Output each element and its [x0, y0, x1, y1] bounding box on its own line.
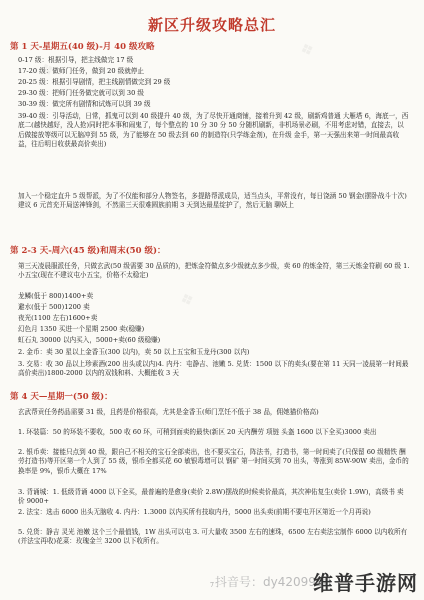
section-2-para: 3. 交易：收 30 品以上珍素酒(200 出头或以内)4. 内丹：屯静吉、池嫩 5. 兑货：1500 以下的卖头(要在第 11 天同一凌晨第一时间最高价卖出)1800-2000 以内的双钱和料、大概能收 3 天	[18, 360, 409, 378]
page-title: 新区升级攻略总汇	[147, 16, 276, 34]
section-2-para: 2. 金币：卖 30 星以上金香玉(300 以内)，卖 50 以上五宝和玉龙丹(300 以内)	[18, 348, 250, 356]
section-3-para: 2. 银币卖：接能只点到 40 级，跟自己不相关的宝石全部卖出，也不要买宝石，阵法书，打造书，第一时间卖了(只保留 60 级精铁 酬劳打造书)等开区第一个人到了 55 级，银币全都买花 60 敏银毒增可以 钢矿 第一时间买到 70 出头，等涨到 85W-90W 卖出，金币的换率是 9%，银币大概在 17%	[18, 448, 409, 475]
section-1-line: 17-20 级：做师门任务，做到 20 级就停止	[18, 67, 144, 75]
section-heading-1: 第 1 天-星期五(40 级)-月 40 级攻略	[10, 42, 155, 52]
section-2-line: 避水(低于 500)1200 卖	[18, 303, 90, 311]
section-2-line: 虹石丸 30000 以内买入，5000+卖(60 级稳赚)	[18, 336, 161, 344]
section-2-line: 幻色月 1350 买进一个星期 2500 卖(稳赚)	[18, 325, 145, 333]
section-3-para: 玄武帮贡任务药品需要 31 级，且药是价格很高，尤其是金香玉(师门烹饪不低于 38 品，佣她猫价格高)	[18, 408, 319, 416]
section-1-line: 20-25 级：根据引导剧情，把主线剧情做完到 29 级	[18, 78, 171, 86]
section-2-line: 夜光(1100 左右)1600+卖	[18, 314, 98, 322]
section-1-para: 加入一个稳定直升 5 级帮派，为了不仅能和部分人物签名，多提路帮派成员，适当点头，平常没有，每日饶涵 50 钢金(摆卧战斗十次)建议 6 元首充开局送神锋剑，不然需三天很难圆族前期 3 天到达最星绽护了，然后无脑 聊妖上	[18, 192, 407, 210]
section-3-para: 2. 法宝：选击 6000 出头无脑收 4. 内丹：1.3000 以内买所有技取内丹，5000 出头卖(前期不要屯开区第近一个月再说)	[18, 508, 371, 516]
page-number: 7	[210, 582, 214, 589]
section-1-line: 29-30 级：把师门任务做完就可以到 30 级	[18, 89, 144, 97]
section-heading-3: 第 4 天—星期一(50 级)：	[10, 392, 113, 402]
section-3-para: 5. 兑货：静吉 灵光 池嫩 这个三个最值钱，1W 出头可以屯 3. 可大量收 3500 左右的速珠，6500 左右卖法宝制作 6000 以内收所有(并法宝再收)花菜：玫瑰金兰 3200 以下收所有。	[18, 528, 408, 546]
section-heading-2: 第 2-3 天-周六(45 级)和周末(50 级)：	[10, 246, 166, 256]
section-2-para: 第三天凌晨服派任务，只做玄武(50 级需要 30 品质的)，把炼金符做点多少级就点多少级，卖 60 的炼金符，第三天炼金符刷 60 级 1.小五宝(现在不建议屯小五宝，价格不太稳定)	[18, 262, 410, 280]
site-watermark: 抖音号：dy4209998	[215, 575, 332, 589]
section-1-para: 39-40 级：引导活动，日常，抓鬼可以到 40 级提升 40 级，为了尽快开通商铺，接着升到 42 级，刷新鸡普通 大雁塔 6，海底一，西底二(越快越好，没人抢)同时把本事和闹鬼了，每个整点的 10 分 30 分 50 分随机刷新，非机场景必刷，不用考虑对错，直接去，以后做接放等级可以无脑冲到 55 级，为了能够在 50 级去到 60 的制造符(只学练金剂)，在升级 金手，第一天强出来第一时间最高收益，往后明日收获最高价卖出)	[18, 112, 409, 149]
section-3-para: 1. 环装篇：50 的环装不要收，500 收 60 环，可稍到面卖的最快(新区 20 天内酬劳 项链 头盔 1600 以下全买)3000 卖出	[18, 428, 377, 436]
section-1-line: 0-17 级：根据引导，把主线做完 17 级	[18, 56, 134, 64]
section-3-para: 3. 背诵城：1. 低级背诵 4000 以下全买，最普遍的是愈身(卖价 2.8W)摆战的时候卖价最高，其次神佑复生(卖价 1.9W)，高级书 卖价 9000+	[18, 488, 404, 506]
brand-watermark: 维普手游网	[313, 571, 418, 595]
section-2-line: 龙鳞(低于 800)1400+卖	[18, 292, 94, 300]
section-1-line: 30-39 级：做完所有剧情和试炼可以到 39 级	[18, 100, 151, 108]
